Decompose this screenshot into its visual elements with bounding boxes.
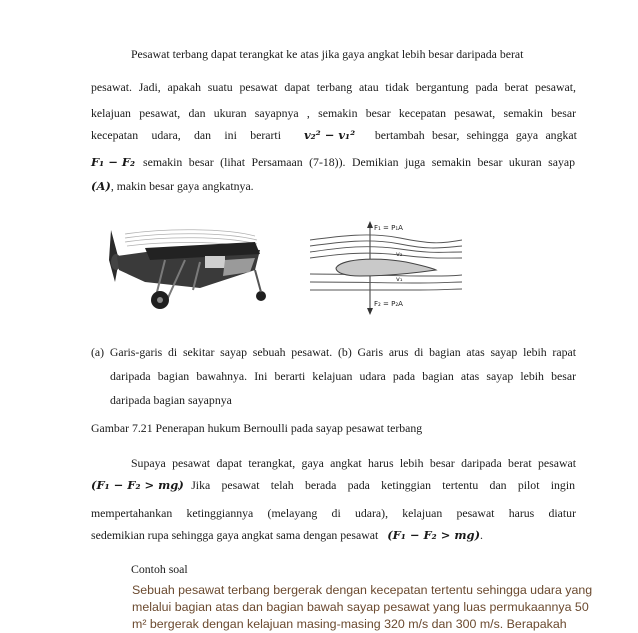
example-line1: Sebuah pesawat terbang bergerak dengan kecepatan tertentu sehingga udara yang: [132, 583, 593, 597]
paragraph1-line4-text-b: bertambah besar, sehingga gaya angkat: [374, 128, 577, 142]
paragraph2-line3: mempertahankan ketinggiannya (melayang di udara), kelajuan pesawat harus diatur: [91, 506, 576, 520]
paragraph1-line6: [91, 179, 254, 193]
paragraph1-line4-text-a: kecepatan udara, dan ini berarti: [91, 128, 281, 142]
paragraph1-line5-text: semakin besar (lihat Persamaan (7-18)). Demikian juga semakin besar ukuran sayap: [143, 155, 575, 169]
area-symbol: (A): [91, 179, 111, 193]
paragraph2-line4-text: sedemikian rupa sehingga gaya angkat sama dengan pesawat: [91, 528, 379, 542]
paragraph1-line5: [91, 155, 576, 169]
lift-condition-formula-2: (F₁ − F₂ > mg): [387, 528, 481, 542]
velocity-bottom-label: v₁: [396, 275, 403, 283]
example-line2: melalui bagian atas dan bagian bawah sayap pesawat yang luas permukaannya 50: [132, 600, 589, 614]
upward-force-label: F₁ = P₁A: [374, 224, 403, 232]
lift-condition-formula: (F₁ − F₂ > mg): [91, 478, 184, 492]
airfoil-streamline-diagram: [310, 218, 462, 320]
paragraph2-line2: [91, 478, 576, 492]
paragraph2-line4: [91, 528, 483, 542]
velocity-squared-difference: v₂² − v₁²: [303, 128, 356, 142]
figure-title: Gambar 7.21 Penerapan hukum Bernoulli pada sayap pesawat terbang: [91, 421, 423, 435]
paragraph1-line6-text: , makin besar gaya angkatnya.: [110, 179, 254, 193]
paragraph1-line1: Pesawat terbang dapat terangkat ke atas jika gaya angkat lebih besar daripada berat: [131, 47, 524, 61]
paragraph2-line2-text: . Jika pesawat telah berada pada ketinggian tertentu dan pilot ingin: [177, 478, 575, 492]
caption-line1: (a) Garis-garis di sekitar sayap sebuah pesawat. (b) Garis arus di bagian atas sayap lebih rapat: [91, 345, 576, 359]
paragraph2-line1: Supaya pesawat dapat terangkat, gaya angkat harus lebih besar daripada berat pesawat: [131, 456, 576, 470]
paragraph1-line4: [91, 128, 576, 142]
caption-line3: daripada bagian sayapnya: [110, 393, 232, 407]
velocity-top-label: v₂: [396, 250, 403, 258]
airplane-wing-photo: [105, 220, 291, 320]
example-line3: m² bergerak dengan kelajuan masing-masing 320 m/s dan 300 m/s. Berapakah: [132, 617, 567, 631]
caption-line2: daripada bagian bawahnya. Ini berarti kelajuan udara pada bagian atas sayap lebih besar: [110, 369, 576, 383]
example-heading: Contoh soal: [131, 562, 188, 576]
paragraph1-line3: kelajuan pesawat, dan ukuran sayapnya , semakin besar kecepatan pesawat, semakin besar: [91, 106, 576, 120]
paragraph2-line4-end: .: [480, 528, 483, 542]
paragraph1-line2: pesawat. Jadi, apakah suatu pesawat dapat terbang atau tidak bergantung pada berat pesawat,: [91, 80, 576, 94]
force-difference: F₁ − F₂: [91, 155, 136, 169]
example-problem: [132, 582, 632, 633]
downward-force-label: F₂ = P₂A: [374, 300, 403, 308]
